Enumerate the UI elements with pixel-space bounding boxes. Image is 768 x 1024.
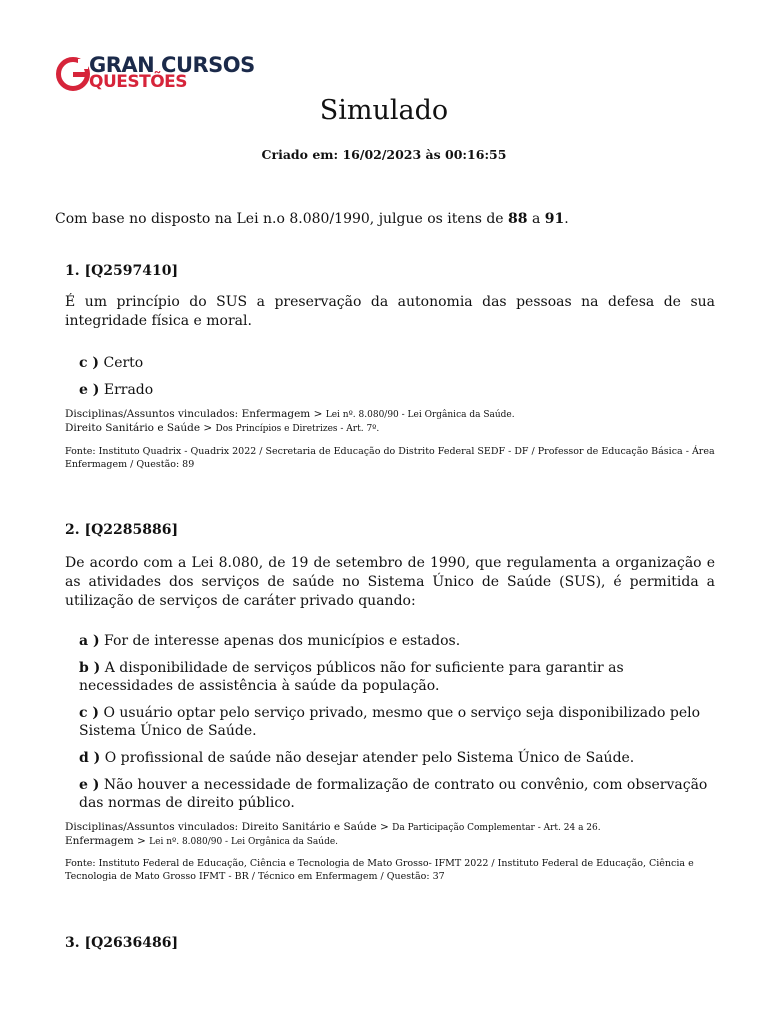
intro-item-from: 88 (508, 211, 528, 227)
question-2-option-e[interactable] (79, 776, 715, 812)
subject-separator: > (379, 821, 389, 833)
question-1-option-c[interactable] (79, 354, 715, 372)
option-letter: c ) (79, 355, 100, 371)
question-2-text: De acordo com a Lei 8.080, de 19 de setembro de 1990, que regulamenta a organização e as atividades dos serviços de saúde no Sistema Único de Saúde (SUS), é permitida a utilização de serviços de caráter privado quando: (65, 555, 715, 609)
option-letter: e ) (79, 777, 100, 793)
subject-separator: > (203, 422, 213, 434)
option-text: Errado (103, 382, 154, 398)
option-letter: c ) (79, 705, 100, 721)
question-1-option-e[interactable] (79, 381, 715, 399)
option-text: O usuário optar pelo serviço privado, mesmo que o serviço seja disponibilizado pelo Sistema Único de Saúde. (79, 705, 701, 739)
option-text: Não houver a necessidade de formalização de contrato ou convênio, com observação das normas de direito público. (79, 777, 708, 811)
subject-sub: Dos Princípios e Diretrizes - Art. 7º. (215, 424, 380, 434)
question-1-subjects (65, 408, 715, 436)
question-2-option-a[interactable] (79, 632, 715, 650)
option-text: For de interesse apenas dos municípios e estados. (104, 633, 461, 649)
subject-main: Direito Sanitário e Saúde (65, 422, 201, 434)
created-timestamp: Criado em: 16/02/2023 às 00:16:55 (261, 147, 507, 162)
subjects-label: Disciplinas/Assuntos vinculados: (65, 821, 239, 833)
subject-sub: Lei nº. 8.080/90 - Lei Orgânica da Saúde. (149, 837, 339, 847)
subject-line-1 (65, 821, 715, 835)
option-text: A disponibilidade de serviços públicos não for suficiente para garantir as necessidades de assistência à saúde da população. (79, 660, 624, 694)
subject-sub: Da Participação Complementar - Art. 24 a 26. (392, 823, 601, 833)
intro-item-to: 91 (544, 211, 565, 227)
intro-text-after: . (564, 211, 569, 227)
question-2-option-d[interactable] (79, 749, 715, 767)
question-2-source: Fonte: Instituto Federal de Educação, Ciência e Tecnologia de Mato Grosso- IFMT 2022 / Instituto Federal de Educação, Ciência e Tecnologia de Mato Grosso IFMT - BR / Técnico em Enfermagem / Questão: 37 (65, 858, 694, 882)
intro-paragraph (55, 210, 715, 228)
page-title: Simulado (319, 95, 449, 126)
intro-text-before: Com base no disposto na Lei n.o 8.080/1990, julgue os itens de (55, 211, 509, 227)
intro-text-mid: a (527, 211, 545, 227)
subject-main: Enfermagem (65, 835, 134, 847)
subjects-label: Disciplinas/Assuntos vinculados: (65, 408, 239, 420)
question-2-option-b[interactable] (79, 659, 715, 695)
subject-main: Direito Sanitário e Saúde (241, 821, 377, 833)
logo-text-line1: GRAN CURSOS (89, 53, 255, 77)
option-text: Certo (103, 355, 144, 371)
subject-line-2 (65, 422, 715, 436)
subject-sub: Lei nº. 8.080/90 - Lei Orgânica da Saúde. (325, 410, 515, 420)
option-text: O profissional de saúde não desejar atender pelo Sistema Único de Saúde. (104, 750, 635, 766)
question-2-option-c[interactable] (79, 704, 715, 740)
subject-separator: > (313, 408, 323, 420)
gran-g-logo-icon (55, 56, 91, 92)
question-2-header: 2. [Q2285886] (65, 522, 179, 538)
logo-text-line2: QUESTÕES (89, 72, 188, 92)
question-1-text: É um princípio do SUS a preservação da autonomia das pessoas na defesa de sua integridade física e moral. (65, 294, 715, 329)
subject-separator: > (137, 835, 146, 847)
option-letter: b ) (79, 660, 101, 676)
question-1-header: 1. [Q2597410] (65, 263, 179, 279)
question-2-subjects (65, 821, 715, 849)
option-letter: d ) (79, 750, 101, 766)
option-letter: e ) (79, 382, 100, 398)
gran-cursos-logo (55, 54, 255, 94)
subject-main: Enfermagem (241, 408, 311, 420)
subject-line-1 (65, 408, 715, 422)
subject-line-2 (65, 835, 715, 849)
question-3-header: 3. [Q2636486] (65, 935, 179, 951)
question-1-source: Fonte: Instituto Quadrix - Quadrix 2022 / Secretaria de Educação do Distrito Federal SEDF - DF / Professor de Educação Básica - Área Enfermagem / Questão: 89 (65, 446, 715, 470)
option-letter: a ) (79, 633, 100, 649)
